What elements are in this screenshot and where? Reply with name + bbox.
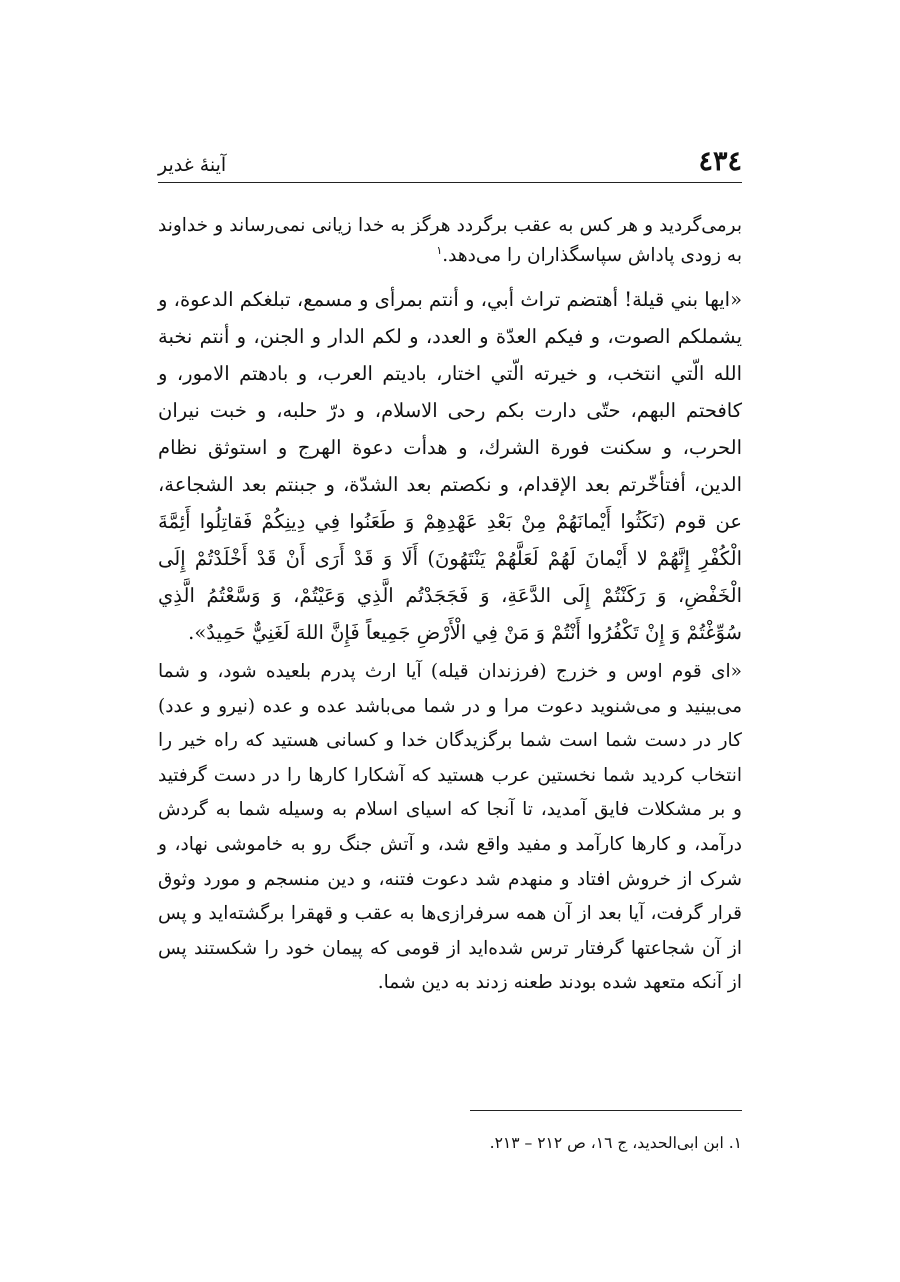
footnote-reference: ١	[436, 243, 443, 257]
arabic-sermon-text: «ايها بني قيلة! أهتضم تراث أبي، و أنتم بمرأى و مسمع، تبلغكم الدعوة، و يشملكم الصوت، و فيكم العدّة و العدد، و لكم الدار و الجنن، و أنتم نخبة الله الّتي انتخب، و خيرته الّتي اختار، باديتم العرب، و بادهتم الامور، و كافحتم البهم، حتّى دارت بكم رحى الاسلام، و درّ حلبه، و خبت نيران الحرب، و سكنت فورة الشرك، و هدأت دعوة الهرج و استوثق نظام الدين، أفتأخّرتم بعد الإقدام، و نكصتم بعد الشدّة، و جبنتم بعد الشجاعة، عن قوم	[158, 288, 742, 533]
intro-text: برمی‌گردید و هر کس به عقب برگردد هرگز به خدا زیانی نمی‌رساند و خداوند به زودی پاداش سپاسگذاران را می‌دهد.	[158, 215, 742, 266]
quran-verse: (نَكَثُوا أَيْمانَهُمْ مِنْ بَعْدِ عَهْدِهِمْ وَ طَعَنُوا فِي دِينِكُمْ فَقاتِلُوا أَئِمَّةَ الْكُفْرِ إِنَّهُمْ لا أَيْمانَ لَهُمْ لَعَلَّهُمْ يَنْتَهُونَ) أَلَا وَ قَدْ أَرَى أَنْ قَدْ أَخْلَدْتُمْ إِلَى الْخَفْضِ، وَ رَكَنْتُمْ إِلَى الدَّعَةِ، وَ فَجَجَدْتُم الَّذِي وَعَيْتُمْ، وَ وَسَّعْتُمُ الَّذِي سُوِّغْتُمْ وَ إِنْ تَكْفُرُوا أَنْتُمْ وَ مَنْ فِي الْأَرْضِ جَمِيعاً فَإِنَّ اللهَ لَغَنِيٌّ حَمِيدٌ».	[158, 510, 742, 644]
page-number: ٤٣٤	[698, 146, 742, 177]
intro-paragraph	[158, 211, 742, 271]
footnote-divider	[470, 1110, 742, 1111]
persian-translation-paragraph: «ای قوم اوس و خزرج (فرزندان قیله) آیا ارث پدرم بلعیده شود، و شما می‌بینید و می‌شنوید دعوت مرا و در شما می‌باشد عده و عده (نیرو و عدد) کار در دست شما است شما برگزیدگان خدا و کسانی هستید که راه خیر را انتخاب کردید شما نخستین عرب هستید که آشکارا کارها را در دست گرفتید و بر مشکلات فایق آمدید، تا آنجا که اسیای اسلام به وسیله شما به گردش درآمد، و کارها کارآمد و مفید واقع شد، و آتش جنگ رو به خاموشی نهاد، و شرک از خروش افتاد و منهدم شد دعوت فتنه، و دین منسجم و مورد وثوق قرار گرفت، آیا بعد از آن همه سرفرازی‌ها به عقب و قهقرا برگشته‌اید و پس از آن شجاعتها گرفتار ترس شده‌اید از قومی که پیمان خود را شکستند پس از آنکه متعهد شده بودند طعنه زدند به دین شما.	[158, 661, 742, 994]
page-header	[158, 140, 742, 183]
running-title: آينهٔ غدير	[158, 154, 227, 176]
body-text	[158, 211, 742, 1001]
arabic-sermon-paragraph	[158, 281, 742, 651]
footnote: ١. ابن ابی‌الحدید، ج ١٦، ص ٢١٢ – ٢١٣.	[489, 1134, 742, 1152]
book-page	[158, 140, 742, 1240]
